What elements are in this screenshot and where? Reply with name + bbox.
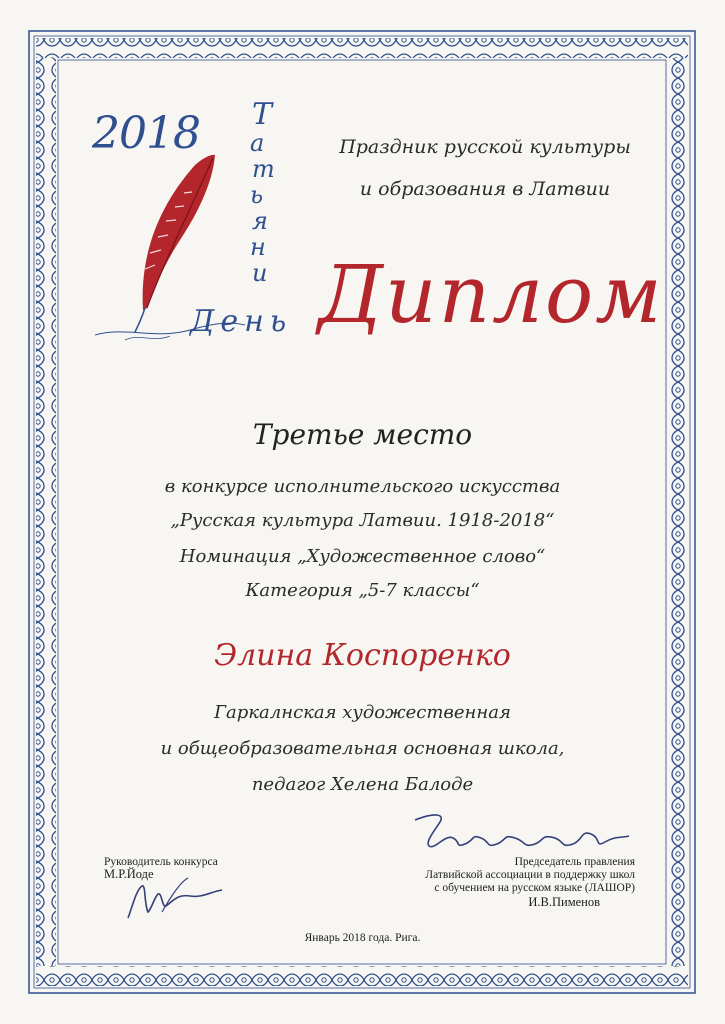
header-line-2: и образования в Латвии	[359, 178, 611, 200]
right-signer-name: И.В.Пименов	[528, 895, 600, 909]
logo-letter: и	[252, 259, 268, 287]
logo-day-word: День	[190, 304, 293, 339]
right-role-line-2: Латвийской ассоциации в поддержку школ	[425, 869, 635, 881]
body-line-3: Номинация „Художественное слово“	[179, 546, 546, 567]
quill-icon	[95, 140, 255, 350]
header-line-1: Праздник русской культуры	[339, 136, 631, 158]
logo-letter: ь	[250, 181, 264, 209]
logo-letter: т	[252, 155, 275, 183]
left-signer-name: М.Р.Йоде	[104, 867, 154, 881]
diploma-title: Диплом	[318, 248, 664, 341]
logo-letter: а	[250, 129, 265, 157]
school-line-1: Гаркалнская художественная	[214, 702, 511, 723]
body-line-4: Категория „5-7 классы“	[245, 580, 480, 601]
place-title: Третье место	[252, 418, 473, 451]
right-signature	[405, 808, 635, 858]
school-line-3: педагог Хелена Балоде	[251, 774, 474, 795]
winner-name: Элина Коспоренко	[214, 638, 511, 673]
body-line-1: в конкурсе исполнительского искусства	[164, 476, 561, 497]
logo-letter: н	[250, 233, 266, 261]
left-role: Руководитель конкурса	[104, 856, 218, 868]
school-line-2: и общеобразовательная основная школа,	[160, 738, 565, 759]
logo-year: 2018	[92, 108, 200, 159]
right-role-line-1: Председатель правления	[514, 856, 635, 868]
logo-letter: я	[252, 207, 268, 235]
right-role-line-3: с обучением на русском языке (ЛАШОР)	[434, 882, 635, 894]
left-signature	[118, 868, 228, 928]
body-line-2: „Русская культура Латвии. 1918-2018“	[170, 510, 555, 531]
logo-letter: Т	[252, 97, 273, 132]
footer-date-place: Январь 2018 года. Рига.	[304, 932, 421, 944]
